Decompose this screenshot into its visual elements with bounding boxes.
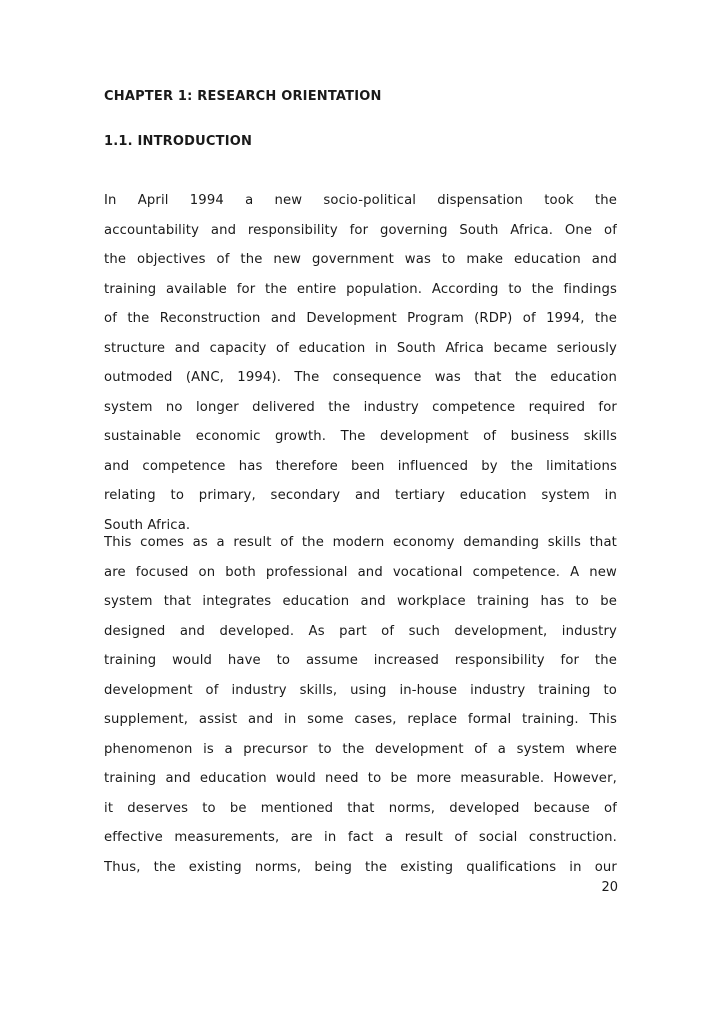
paragraph-line: system that integrates education and workplace training has to be — [104, 594, 617, 609]
paragraph-line: development of industry skills, using in-house industry training to — [104, 682, 617, 698]
page-number: 20 — [601, 880, 618, 895]
paragraph-line: of the Reconstruction and Development Program (RDP) of 1994, the — [104, 311, 617, 326]
paragraph-line: the objectives of the new government was to make education and — [104, 252, 617, 267]
paragraph-line: training available for the entire population. According to the findings — [104, 281, 617, 297]
paragraph-line: phenomenon is a precursor to the development of a system where — [104, 741, 617, 757]
paragraph-line: This comes as a result of the modern economy demanding skills that — [104, 535, 617, 550]
paragraph-line: system no longer delivered the industry competence required for — [104, 399, 617, 415]
paragraph-line: In April 1994 a new socio-political dispensation took the — [104, 193, 617, 208]
paragraph-line: relating to primary, secondary and tertiary education system in — [104, 488, 617, 503]
paragraph-line: effective measurements, are in fact a result of social construction. — [104, 830, 617, 845]
paragraph-line: it deserves to be mentioned that norms, developed because of — [104, 800, 617, 816]
paragraph-line: supplement, assist and in some cases, replace formal training. This — [104, 712, 617, 727]
paragraph-modern-economy — [104, 528, 617, 882]
paragraph-line: accountability and responsibility for governing South Africa. One of — [104, 222, 617, 238]
paragraph-line: structure and capacity of education in South Africa became seriously — [104, 340, 617, 356]
paragraph-introduction — [104, 186, 617, 540]
paragraph-line: designed and developed. As part of such development, industry — [104, 623, 617, 639]
paragraph-line: sustainable economic growth. The development of business skills — [104, 429, 617, 444]
paragraph-line: training and education would need to be more measurable. However, — [104, 771, 617, 786]
paragraph-line: are focused on both professional and vocational competence. A new — [104, 564, 617, 580]
chapter-title: CHAPTER 1: RESEARCH ORIENTATION — [104, 89, 382, 104]
section-title: 1.1. INTRODUCTION — [104, 134, 253, 149]
paragraph-line: Thus, the existing norms, being the existing qualifications in our — [104, 859, 617, 875]
paragraph-line: outmoded (ANC, 1994). The consequence was that the education — [104, 370, 617, 385]
paragraph-line: South Africa. — [104, 517, 191, 533]
paragraph-line: and competence has therefore been influenced by the limitations — [104, 458, 617, 474]
paragraph-line: training would have to assume increased responsibility for the — [104, 653, 617, 668]
